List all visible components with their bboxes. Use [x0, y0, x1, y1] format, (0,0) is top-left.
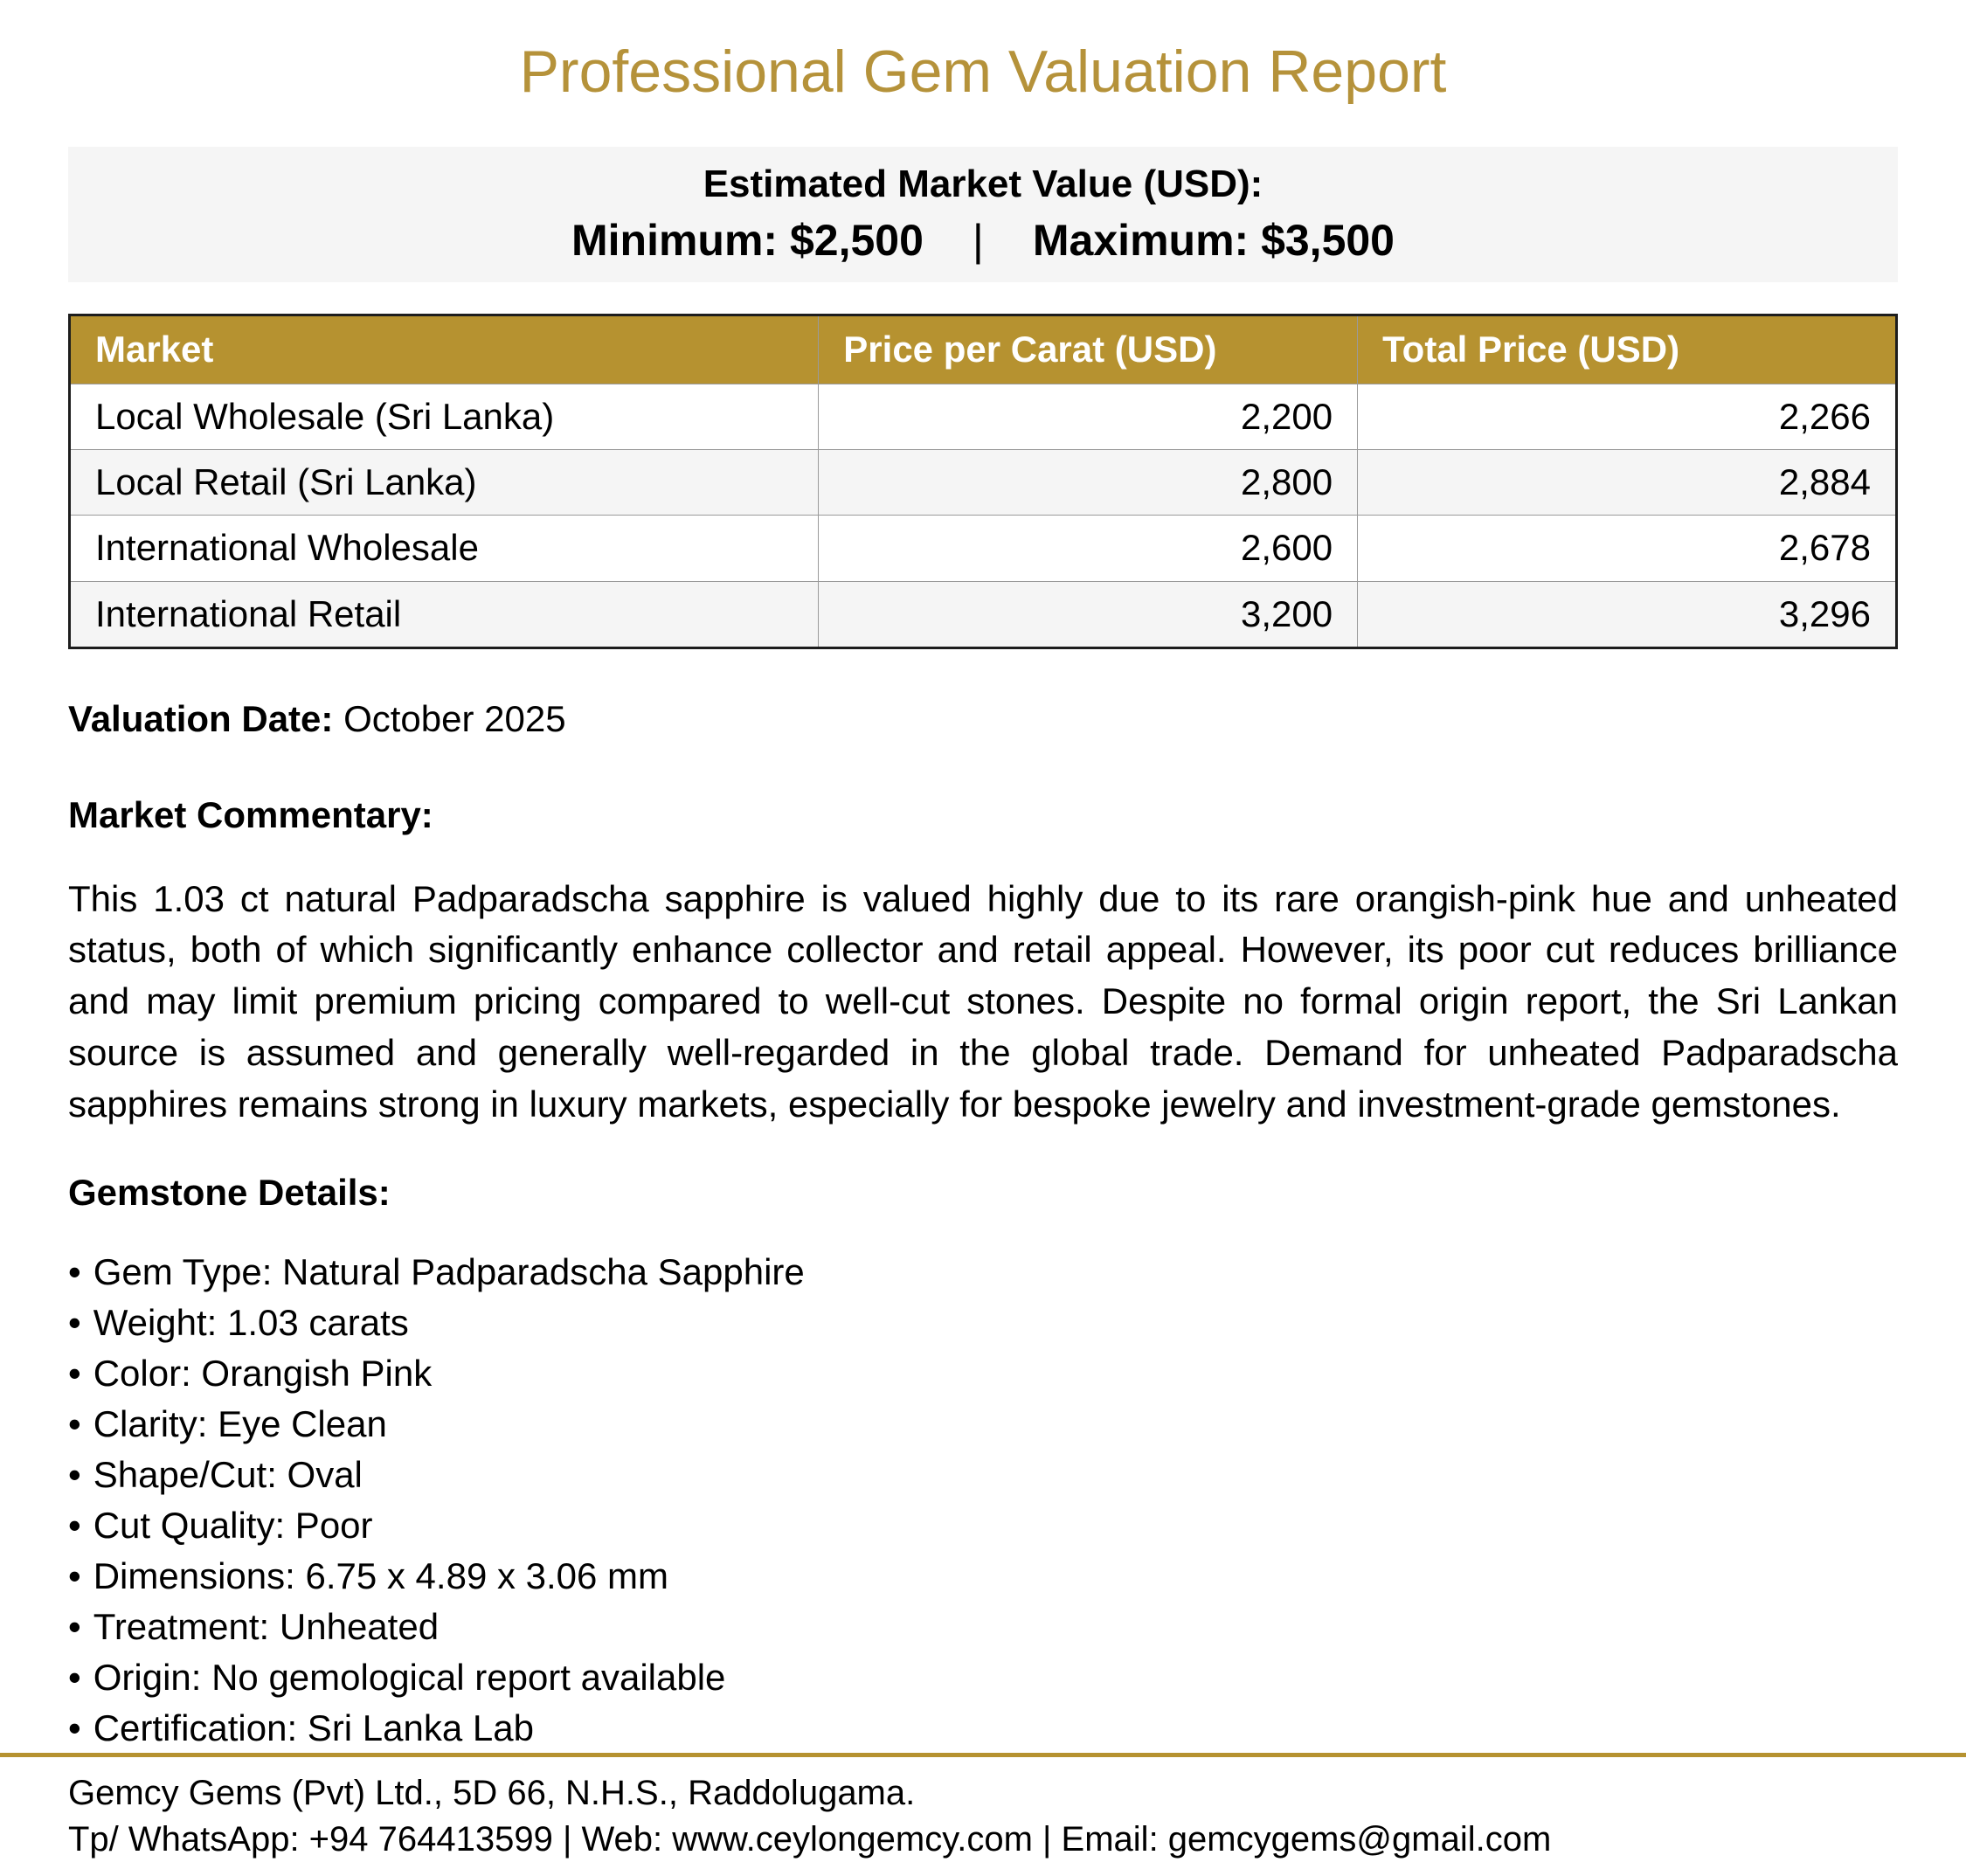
cell-price-per-carat: 3,200 — [819, 581, 1358, 647]
valuation-date-label: Valuation Date: — [68, 697, 334, 739]
estimate-maximum: Maximum: $3,500 — [1032, 216, 1395, 266]
list-item — [68, 1606, 1898, 1647]
estimate-separator: | — [972, 216, 984, 266]
valuation-date-value: October 2025 — [343, 697, 566, 739]
cell-total-price: 2,884 — [1358, 450, 1897, 516]
list-item — [68, 1302, 1898, 1343]
table-row — [70, 450, 1897, 516]
cell-market: Local Retail (Sri Lanka) — [70, 450, 819, 516]
cell-total-price: 2,266 — [1358, 384, 1897, 449]
column-header-market: Market — [70, 315, 819, 384]
table-row — [70, 516, 1897, 581]
cell-price-per-carat: 2,600 — [819, 516, 1358, 581]
list-item-text: Cut Quality: Poor — [93, 1504, 373, 1546]
market-price-table — [68, 314, 1898, 648]
gemstone-details-heading: Gemstone Details: — [68, 1172, 391, 1214]
estimate-minimum: Minimum: $2,500 — [571, 216, 924, 266]
list-item-text: Gem Type: Natural Padparadscha Sapphire — [93, 1250, 805, 1292]
list-item-text: Color: Orangish Pink — [93, 1352, 433, 1394]
gemstone-details-list — [68, 1251, 1898, 1748]
list-item-text: Clarity: Eye Clean — [93, 1402, 387, 1444]
cell-market: Local Wholesale (Sri Lanka) — [70, 384, 819, 449]
estimate-range — [68, 216, 1898, 265]
footer-company-address: Gemcy Gems (Pvt) Ltd., 5D 66, N.H.S., Raddolugama. — [68, 1774, 916, 1812]
column-header-total-price: Total Price (USD) — [1358, 315, 1897, 384]
table-header-row — [70, 315, 1897, 384]
cell-market: International Retail — [70, 581, 819, 647]
list-item-text: Treatment: Unheated — [93, 1606, 440, 1647]
footer — [0, 1753, 1966, 1863]
footer-contact-info: Tp/ WhatsApp: +94 764413599 | Web: www.ceylongemcy.com | Email: gemcygems@gmail.com — [68, 1819, 1552, 1859]
list-item-text: Origin: No gemological report available — [93, 1657, 726, 1699]
list-item — [68, 1251, 1898, 1292]
cell-market: International Wholesale — [70, 516, 819, 581]
list-item — [68, 1454, 1898, 1495]
estimate-heading: Estimated Market Value (USD): — [703, 163, 1263, 206]
bullet-marker: • — [68, 1301, 81, 1343]
list-item-text: Dimensions: 6.75 x 4.89 x 3.06 mm — [93, 1554, 669, 1596]
table-row — [70, 384, 1897, 449]
list-item-text: Weight: 1.03 carats — [93, 1301, 409, 1343]
list-item-text: Certification: Sri Lanka Lab — [93, 1707, 534, 1749]
cell-price-per-carat: 2,200 — [819, 384, 1358, 449]
valuation-date — [68, 698, 1898, 740]
bullet-marker: • — [68, 1554, 81, 1596]
cell-total-price: 2,678 — [1358, 516, 1897, 581]
list-item — [68, 1707, 1898, 1748]
estimated-market-value-box — [68, 147, 1898, 282]
list-item — [68, 1657, 1898, 1698]
list-item — [68, 1555, 1898, 1596]
bullet-marker: • — [68, 1352, 81, 1394]
list-item — [68, 1403, 1898, 1444]
list-item-text: Shape/Cut: Oval — [93, 1453, 363, 1495]
market-commentary-heading: Market Commentary: — [68, 794, 433, 836]
bullet-marker: • — [68, 1250, 81, 1292]
bullet-marker: • — [68, 1504, 81, 1546]
bullet-marker: • — [68, 1657, 81, 1699]
footer-text — [0, 1757, 1966, 1863]
cell-total-price: 3,296 — [1358, 581, 1897, 647]
cell-price-per-carat: 2,800 — [819, 450, 1358, 516]
bullet-marker: • — [68, 1707, 81, 1749]
list-item — [68, 1505, 1898, 1546]
page-title: Professional Gem Valuation Report — [519, 38, 1447, 105]
bullet-marker: • — [68, 1402, 81, 1444]
bullet-marker: • — [68, 1453, 81, 1495]
column-header-price-per-carat: Price per Carat (USD) — [819, 315, 1358, 384]
report-page — [0, 38, 1966, 1748]
bullet-marker: • — [68, 1606, 81, 1647]
market-commentary-text: This 1.03 ct natural Padparadscha sapphire is valued highly due to its rare orangish-pink hue and unheated status, both of which significantly enhance collector and retail appeal. However, its poor cut reduces brilliance and may limit premium pricing compared to well-cut stones. Despite no formal origin report, the Sri Lankan source is assumed and generally well-regarded in the global trade. Demand for unheated Padparadscha sapphires remains strong in luxury markets, especially for bespoke jewelry and investment-grade gemstones. — [68, 877, 1898, 1125]
table-row — [70, 581, 1897, 647]
list-item — [68, 1353, 1898, 1394]
